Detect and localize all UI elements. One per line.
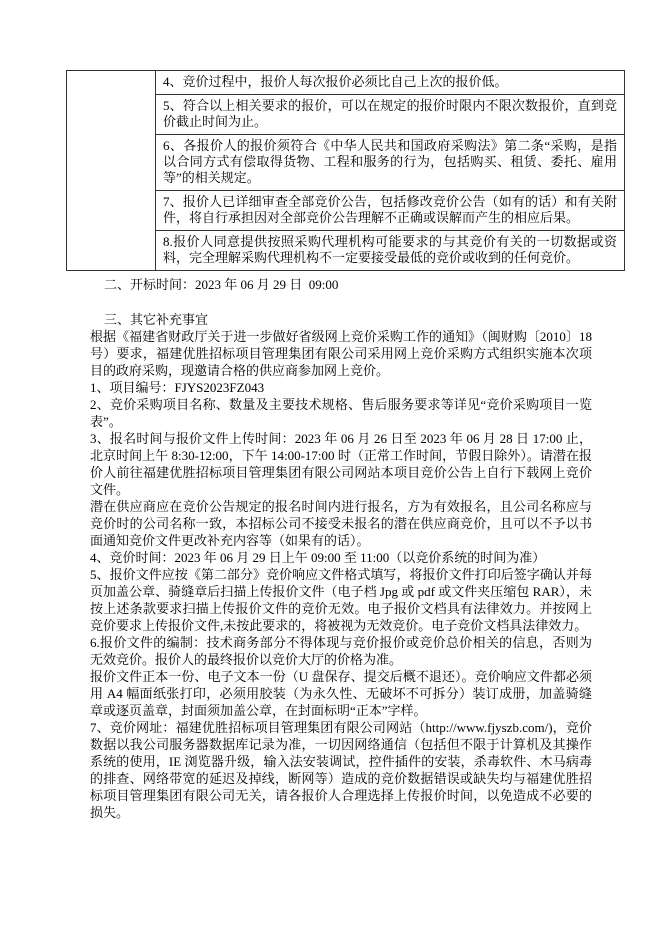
paragraph-bid-file-format: 5、报价文件应按《第二部分》竞价响应文件格式填写，将报价文件打印后签字确认并每页加盖公章、骑缝章后扫描上传报价文件（电子档 Jpg 或 pdf 或文件夹压缩包 RAR），未按上述条款要求扫描上传报价文件的竞价无效。电子报价文档具有法律效力。并按网上竞价要求上传报价文件,未按此要求的，将被视为无效竞价。电子竞价文档具法律效力。	[90, 567, 592, 633]
rule-item-7: 7、报价人已详细审查全部竞价公告，包括修改竞价公告（如有的话）和有关附件，将自行承担因对全部竞价公告理解不正确或误解而产生的相应后果。	[156, 191, 625, 231]
rule-item-8: 8.报价人同意提供按照采购代理机构可能要求的与其竞价有关的一切数据或资料，完全理解采购代理机构不一定要接受最低的竞价或收到的任何竞价。	[156, 231, 625, 271]
bidding-rules-table	[66, 70, 625, 271]
open-bid-time-heading: 二、开标时间：2023 年 06 月 29 日 09:00	[104, 277, 339, 292]
rule-item-6: 6、各报价人的报价须符合《中华人民共和国政府采购法》第二条“采购，是指以合同方式有偿取得货物、工程和服务的行为，包括购买、租赁、委托、雇用等”的相关规定。	[156, 135, 625, 191]
paragraph-bid-file-copies: 报价文件正本一份、电子文本一份（U 盘保存、提交后概不退还）。竞价响应文件都必须用 A4 幅面纸张打印，必须用胶装（为永久性、无破坏不可拆分）装订成册，加盖骑缝章或逐页盖章，封面须加盖公章，在封面标明“正本”字样。	[90, 669, 592, 718]
supplement-heading: 三、其它补充事宜	[104, 312, 209, 327]
paragraph-signup-time: 3、报名时间与报价文件上传时间：2023 年 06 月 26 日至 2023 年 06 月 28 日 17:00 止，北京时间上午 8:30-12:00，下午 14:00-17:00 时（正常工作时间，节假日除外）。请潜在报价人前往福建优胜招标项目管理集团有限公司网站本项目竞价公告上自行下载网上竞价文件。	[90, 431, 592, 497]
document-body	[90, 276, 592, 821]
rule-item-5: 5、符合以上相关要求的报价，可以在规定的报价时限内不限次数报价，直到竞价截止时间为止。	[156, 95, 625, 135]
paragraph-project-number: 1、项目编号：FJYS2023FZ043	[90, 380, 265, 395]
paragraph-supplier-signup: 潜在供应商应在竞价公告规定的报名时间内进行报名，方为有效报名，且公司名称应与竞价时的公司名称一致，本招标公司不接受未报名的潜在供应商竞价，且可以不予以书面通知竞价文件更改补充内容等（如果有的话）。	[90, 499, 592, 548]
table-left-empty-cell	[67, 71, 156, 271]
rule-item-4: 4、竞价过程中，报价人每次报价必须比自己上次的报价低。	[156, 71, 625, 95]
paragraph-intro: 根据《福建省财政厅关于进一步做好省级网上竞价采购工作的通知》（闽财购〔2010〕18 号）要求，福建优胜招标项目管理集团有限公司采用网上竞价采购方式组织实施本次项目的政府采购，现邀请合格的供应商参加网上竞价。	[90, 329, 592, 378]
paragraph-bid-file-compilation: 6.报价文件的编制：技术商务部分不得体现与竞价报价或竞价总价相关的信息，否则为无效竞价。报价人的最终报价以竞价大厅的价格为准。	[90, 635, 592, 667]
paragraph-bid-time: 4、竞价时间：2023 年 06 月 29 日上午 09:00 至 11:00（以竞价系统的时间为准）	[90, 550, 546, 565]
paragraph-bid-website: 7、竞价网址：福建优胜招标项目管理集团有限公司网站（http://www.fjyszb.com/)，竞价数据以我公司服务器数据库记录为准，一切因网络通信（包括但不限于计算机及其操作系统的使用，IE 浏览器升级，输入法安装调试，控件插件的安装，杀毒软件、木马病毒的排查、网络带宽的延迟及掉线，断网等）造成的竞价数据错误或缺失均与福建优胜招标项目管理集团有限公司无关，请各报价人合理选择上传报价时间，以免造成不必要的损失。	[90, 720, 592, 820]
paragraph-project-name: 2、竞价采购项目名称、数量及主要技术规格、售后服务要求等详见“竞价采购项目一览表”。	[90, 397, 592, 429]
table-row	[67, 71, 625, 95]
